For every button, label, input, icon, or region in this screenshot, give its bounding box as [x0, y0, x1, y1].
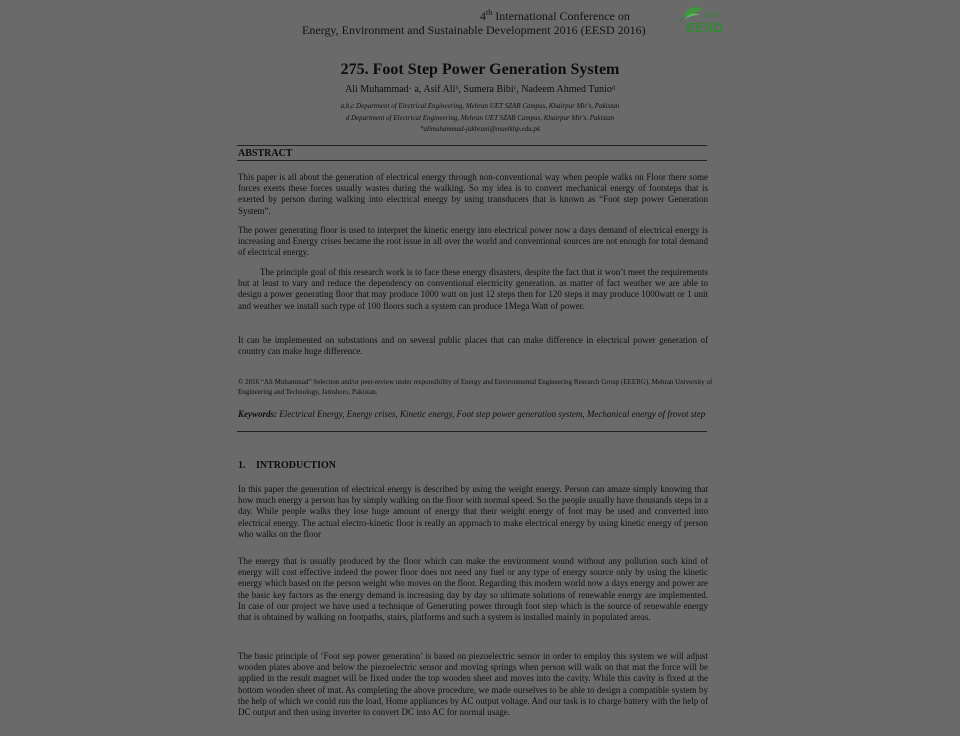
paper-authors: Ali Muhammad· a, Asif Aliᵇ, Sumera Bibiᶜ, Nadeem Ahmed Tunioᵈ	[345, 84, 615, 95]
intro-paragraph-2: The energy that is usually produced by the floor which can make the environment sound without any pollution such kind of energy will cost effective indeed the power floor does not need any fuel or any type of energy source only by using the kinetic energy which based on the person weight who moves on the floor. Regarding this modern world now a days energy and power are the basic key factors as the energy demand is increasing day by day so ultimate solutions of renewable energy are implemented. In case of our project we have used a technique of Generating power through foot step which is the source of renewable energy that is obtained by walking on footpaths, stairs, platforms and such a system is installed mainly in populated areas.	[238, 556, 708, 623]
abstract-heading: ABSTRACT	[238, 148, 293, 159]
keywords	[238, 409, 708, 420]
keywords-list: Electrical Energy, Energy crises, Kinetic energy, Foot step power generation system, Mechanical energy of frovot step	[277, 409, 706, 419]
corresponding-email: *alimuhammad-jakhrani@muetkhp.edu.pk	[420, 125, 540, 133]
abstract-paragraph-2: The power generating floor is used to interpret the kinetic energy into electrical power now a days demand of electrical energy is increasing and Energy crises became the root issue in all over the world and conventional sources are not enough for total demand of electrical energy.	[238, 225, 708, 258]
copyright-notice: © 2016 “Ali Muhammad” Selection and/or peer-review under responsibility of Energy and Environmental Engineering Research Group (EEERG), Mehran University of Engineering and Technology, Jamshoro, Pakistan.	[238, 378, 713, 396]
abstract-paragraph-3: The principle goal of this research work is to face these energy disasters, despite the fact that it won’t meet the requirements but at least to vary and reduce the dependency on conventional electricity generation. as matter of fact weather we are able to design a power generating floor that may produce 1000 watt on just 12 steps then for 120 steps it may produce 1000watt or 1 unit and weather we install such type of 100 floors such a system can produce 1Mega Watt of power.	[238, 267, 708, 311]
affiliation-1: a,b,c Department of Electrical Engineering, Mehran UET SZAB Campus, Khairpur Mir's, Pakistan	[340, 102, 620, 110]
intro-paragraph-1: In this paper the generation of electrical energy is described by using the weight energy. Person can amaze simply knowing that how much energy a person has by simply walking on the floor with normal speed. So the people usually have thousands steps in a day. While people walks they lose huge amount of energy that their weight energy of foot may be used and converted into electrical energy. The actual electro-kinetic floor is really an approach to make electrical energy by using kinetic energy of person who walks on the floor	[238, 484, 708, 539]
conference-header-line2: Energy, Environment and Sustainable Development 2016 (EESD 2016)	[302, 23, 646, 37]
logo-text: EESD	[686, 20, 724, 35]
keywords-label: Keywords:	[238, 409, 277, 419]
abstract-paragraph-4: It can be implemented on substations and on several public places that can make difference in electrical power generation of country can make huge difference.	[238, 335, 708, 357]
introduction-heading: 1. INTRODUCTION	[238, 460, 337, 471]
keywords-rule	[237, 431, 707, 432]
abstract-paragraph-1: This paper is all about the generation of electrical energy through non-conventional way when people walks on Floor there some forces exerts these forces usually wastes during the walking. So my idea is to convert mechanical energy of footsteps that is exerted by person during walking into electrical energy by using transducers that is known as “Foot step power Generation System”.	[238, 172, 708, 216]
abstract-heading-rule	[237, 160, 707, 161]
logo-year: 2016	[703, 12, 719, 19]
paper-title: 275. Foot Step Power Generation System	[340, 61, 620, 78]
intro-paragraph-3: The basic principle of ‘Foot sep power generation’ is based on piezoelectric sensor in order to employ this system we will adjust wooden plates above and below the piezoelectric sensor and moving springs when person will walk on that mat the force will be applied in the result magnet will be fixed under the top wooden sheet and moves into the cavity. While this cavity is fixed at the bottom wooden sheet of mat. As completing the above procedure, we made ourselves to be able to design a compatible system by the help of which we could run the load, Home appliances by AC output voltage. And our task is to charge battery with the help of DC output and then using inverter to convert DC into AC for normal usage.	[238, 651, 708, 718]
affiliation-2: d Department of Electrical Engineering, Mehran UET SZAB Campus, Khairpur Mir's, Pakistan	[345, 114, 615, 122]
abstract-top-rule	[237, 145, 707, 146]
conference-header-line1: 4th International Conference on	[480, 8, 630, 23]
